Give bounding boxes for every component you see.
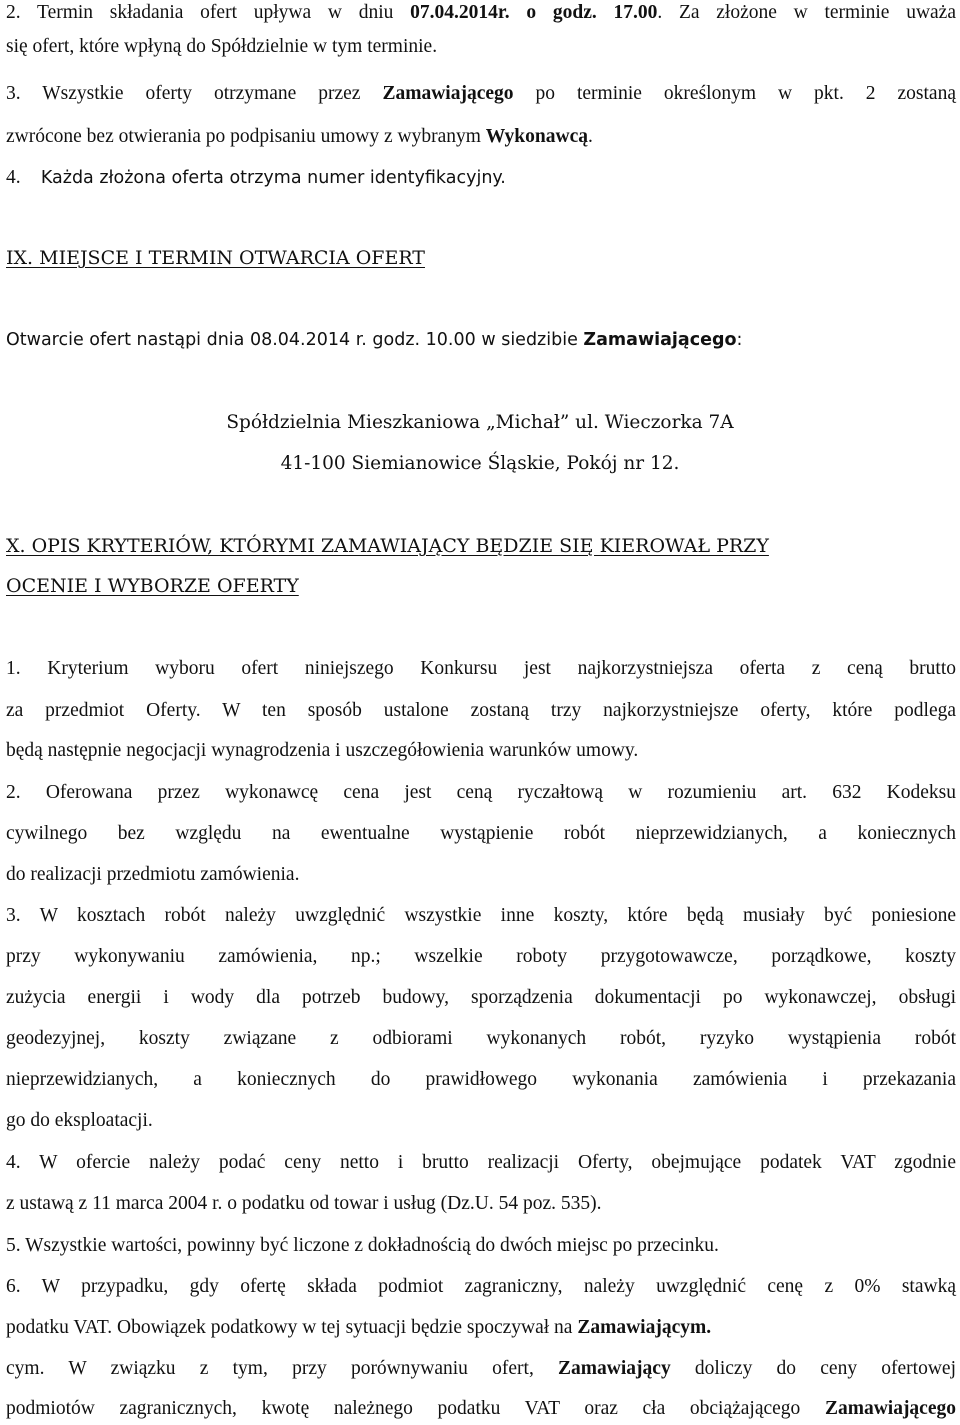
bold-term: Zamawiającego [824, 1398, 956, 1419]
item-4 [6, 165, 956, 191]
item-2-line-1 [6, 0, 956, 26]
item-3-line-1 [6, 81, 956, 107]
item-number: 4. [6, 167, 21, 188]
paragraph-text: cym. W związku z tym, przy porównywaniu ofert, [6, 1358, 559, 1379]
paragraph-4-line-1: 4. W ofercie należy podać ceny netto i brutto realizacji Oferty, obejmujące podatek VAT zgodnie [6, 1152, 956, 1173]
opening-text: : [736, 330, 743, 350]
bold-term: Zamawiającym. [577, 1317, 712, 1338]
bold-term: Zamawiający [558, 1358, 671, 1379]
paragraph-text: podmiotów zagranicznych, kwotę należnego podatku VAT oraz cła obciążającego [6, 1398, 825, 1419]
item-text: zwrócone bez otwierania po podpisaniu umowy z wybranym [6, 126, 486, 147]
paragraph-1-line-2: za przedmiot Oferty. W ten sposób ustalone zostaną trzy najkorzystniejsze oferty, które podlega [6, 700, 956, 721]
paragraph-6-line-2 [6, 1315, 956, 1341]
deadline-date: 07.04.2014r. o godz. 17.00 [410, 2, 658, 23]
paragraph-1-line-1: 1. Kryterium wyboru ofert niniejszego Konkursu jest najkorzystniejsza oferta z ceną brutto [6, 658, 956, 679]
item-number: 2. [6, 2, 21, 23]
item-text: po terminie określonym w pkt. 2 zostaną [513, 83, 956, 104]
opening-text: Otwarcie ofert nastąpi dnia 08.04.2014 r. godz. 10.00 w siedzibie [6, 330, 584, 350]
section-ix-heading: IX. MIEJSCE I TERMIN OTWARCIA OFERT [6, 247, 425, 269]
paragraph-7-line-2 [6, 1396, 956, 1422]
item-text: . [588, 126, 593, 147]
item-text: . Za złożone w terminie uważa [657, 2, 956, 23]
bold-term: Zamawiającego [382, 83, 514, 104]
bold-term: Wykonawcą [485, 126, 588, 147]
paragraph-3-line-1: 3. W kosztach robót należy uwzględnić wszystkie inne koszty, które będą musiały być poniesione [6, 905, 956, 926]
item-3-line-2 [6, 124, 956, 150]
paragraph-2-line-3: do realizacji przedmiotu zamówienia. [6, 864, 300, 885]
paragraph-1-line-3: będą następnie negocjacji wynagrodzenia i uszczegółowienia warunków umowy. [6, 740, 639, 761]
item-2-line-2: się ofert, które wpłyną do Spółdzielnie w tym terminie. [6, 36, 438, 57]
paragraph-2-line-1: 2. Oferowana przez wykonawcę cena jest ceną ryczałtową w rozumieniu art. 632 Kodeksu [6, 782, 956, 803]
paragraph-6-line-1: 6. W przypadku, gdy ofertę składa podmiot zagraniczny, należy uwzględnić cenę z 0% stawką [6, 1276, 956, 1297]
paragraph-3-line-5: nieprzewidzianych, a koniecznych do prawidłowego wykonania zamówienia i przekazania [6, 1069, 956, 1090]
paragraph-3-line-6: go do eksploatacji. [6, 1110, 153, 1131]
section-x-heading-line-1: X. OPIS KRYTERIÓW, KTÓRYMI ZAMAWIAJĄCY BĘDZIE SIĘ KIEROWAŁ PRZY [6, 535, 769, 557]
section-x-heading-line-2: OCENIE I WYBORZE OFERTY [6, 575, 299, 597]
paragraph-4-line-2: z ustawą z 11 marca 2004 r. o podatku od towar i usług (Dz.U. 54 poz. 535). [6, 1193, 602, 1214]
opening-date-line [6, 327, 956, 353]
item-number: 3. [6, 83, 21, 104]
paragraph-text: podatku VAT. Obowiązek podatkowy w tej sytuacji będzie spoczywał na [6, 1317, 578, 1338]
paragraph-3-line-3: zużycia energii i wody dla potrzeb budowy, sporządzenia dokumentacji po wykonawczej, obsługi [6, 987, 956, 1008]
paragraph-text: doliczy do ceny ofertowej [670, 1358, 956, 1379]
paragraph-7-line-1 [6, 1356, 956, 1382]
item-text: Termin składania ofert upływa w dniu [37, 2, 411, 23]
bold-term: Zamawiającego [583, 330, 737, 350]
address-line-2: 41-100 Siemianowice Śląskie, Pokój nr 12. [280, 453, 680, 474]
address-line-1: Spółdzielnia Mieszkaniowa „Michał” ul. Wieczorka 7A [226, 412, 734, 433]
paragraph-3-line-2: przy wykonywaniu zamówienia, np.; wszelkie roboty przygotowawcze, porządkowe, koszty [6, 946, 956, 967]
item-text: Każda złożona oferta otrzyma numer identyfikacyjny. [40, 168, 506, 188]
item-text: Wszystkie oferty otrzymane przez [42, 83, 383, 104]
paragraph-5: 5. Wszystkie wartości, powinny być liczone z dokładnością do dwóch miejsc po przecinku. [6, 1235, 719, 1256]
paragraph-2-line-2: cywilnego bez względu na ewentualne wystąpienie robót nieprzewidzianych, a koniecznych [6, 823, 956, 844]
paragraph-3-line-4: geodezyjnej, koszty związane z odbiorami wykonanych robót, ryzyko wystąpienia robót [6, 1028, 956, 1049]
